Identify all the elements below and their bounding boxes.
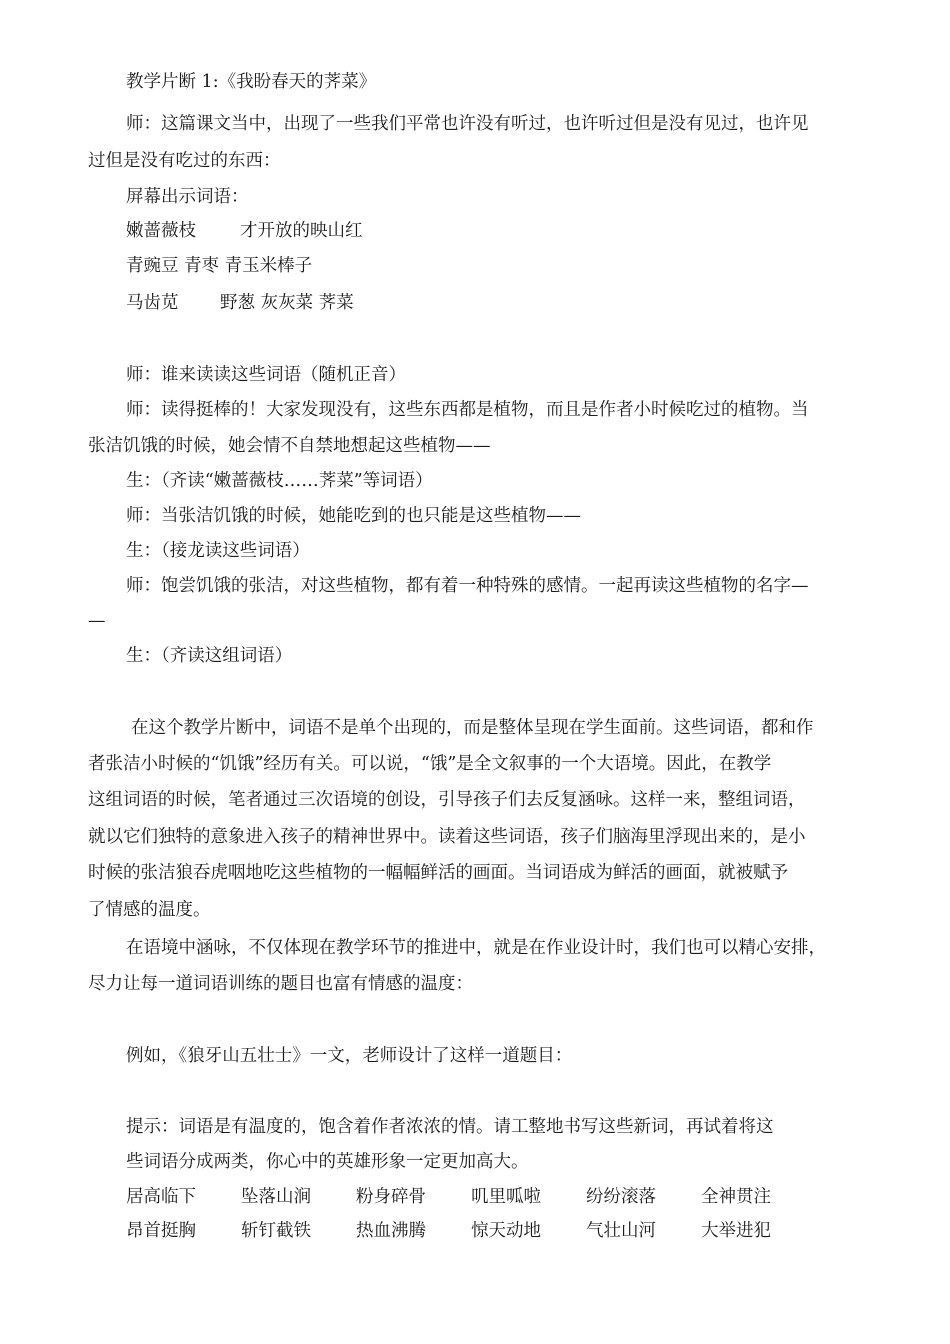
idiom-item: 热血沸腾 — [356, 1221, 426, 1241]
analysis-p1-line-2: 者张洁小时候的“饥饿”经历有关。可以说，“饿”是全文叙事的一个大语境。因此，在教学 — [88, 754, 772, 774]
idiom-item: 大举进犯 — [701, 1221, 771, 1241]
analysis-p2-line-1: 在语境中涵咏，不仅体现在教学环节的推进中，就是在作业设计时，我们也可以精心安排， — [126, 938, 826, 958]
idiom-item: 惊天动地 — [471, 1221, 541, 1241]
idiom-row-1 — [126, 1186, 826, 1208]
dialog-line-4: 师：当张洁饥饿的时候，她能吃到的也只能是这些植物—— — [126, 506, 581, 526]
dialog-line-6b: — — [88, 611, 106, 631]
dialog-line-2b: 张洁饥饿的时候，她会情不自禁地想起这些植物—— — [88, 436, 491, 456]
analysis-p1-line-4: 就以它们独特的意象进入孩子的精神世界中。读着这些词语，孩子们脑海里浮现出来的，是小 — [88, 827, 806, 847]
idiom-item: 坠落山涧 — [241, 1187, 311, 1207]
word-item: 才开放的映山红 — [240, 221, 363, 241]
hint-line-1: 提示：词语是有温度的，饱含着作者浓浓的情。请工整地书写这些新词，再试着将这 — [126, 1117, 774, 1137]
idiom-item: 粉身碎骨 — [356, 1187, 426, 1207]
dialog-line-7: 生：（齐读这组词语） — [126, 646, 293, 666]
analysis-p1-line-6: 了情感的温度。 — [88, 900, 211, 920]
idiom-item: 居高临下 — [126, 1187, 196, 1207]
dialog-line-6a: 师：饱尝饥饿的张洁，对这些植物，都有着一种特殊的感情。一起再读这些植物的名字— — [126, 576, 809, 596]
idiom-item: 昂首挺胸 — [126, 1221, 196, 1241]
analysis-p2-line-2: 尽力让每一道词语训练的题目也富有情感的温度： — [88, 974, 473, 994]
analysis-p1-line-3: 这组词语的时候，笔者通过三次语境的创设，引导孩子们去反复涵咏。这样一来，整组词语， — [88, 790, 806, 810]
idiom-item: 叽里呱啦 — [471, 1187, 541, 1207]
idiom-row-2 — [126, 1220, 826, 1242]
idiom-item: 气壮山河 — [586, 1221, 656, 1241]
dialog-line-1: 师：谁来读读这些词语（随机正音） — [126, 365, 406, 385]
idiom-item: 全神贯注 — [701, 1187, 771, 1207]
teacher-line-1b: 过但是没有吃过的东西： — [88, 151, 281, 171]
example-intro: 例如，《狼牙山五壮士》一文，老师设计了这样一道题目： — [126, 1046, 573, 1066]
word-row-2: 青豌豆 青枣 青玉米棒子 — [126, 256, 313, 276]
dialog-line-2a: 师：读得挺棒的！大家发现没有，这些东西都是植物，而且是作者小时候吃过的植物。当 — [126, 400, 809, 420]
idiom-item: 斩钉截铁 — [241, 1221, 311, 1241]
analysis-p1-line-5: 时候的张洁狼吞虎咽地吃这些植物的一幅幅鲜活的画面。当词语成为鲜活的画面，就被赋予 — [88, 863, 788, 883]
segment-title: 教学片断 1:《我盼春天的荠菜》 — [126, 72, 377, 92]
dialog-line-5: 生：（接龙读这些词语） — [126, 541, 310, 561]
word-item: 马齿苋 — [126, 293, 179, 313]
hint-line-2: 些词语分成两类，你心中的英雄形象一定更加高大。 — [126, 1152, 529, 1172]
screen-intro: 屏幕出示词语： — [126, 187, 249, 207]
dialog-line-3: 生：（齐读“嫩蔷薇枝……荠菜”等词语） — [126, 471, 433, 491]
word-row-1 — [126, 220, 626, 242]
teacher-line-1a: 师：这篇课文当中，出现了一些我们平常也许没有听过，也许听过但是没有见过，也许见 — [126, 114, 809, 134]
analysis-p1-line-1: 在这个教学片断中，词语不是单个出现的，而是整体呈现在学生面前。这些词语，都和作 — [131, 718, 814, 738]
word-item: 野葱 灰灰菜 荠菜 — [220, 293, 354, 313]
word-item: 嫩蔷薇枝 — [126, 221, 196, 241]
word-row-3 — [126, 292, 626, 314]
idiom-item: 纷纷滚落 — [586, 1187, 656, 1207]
